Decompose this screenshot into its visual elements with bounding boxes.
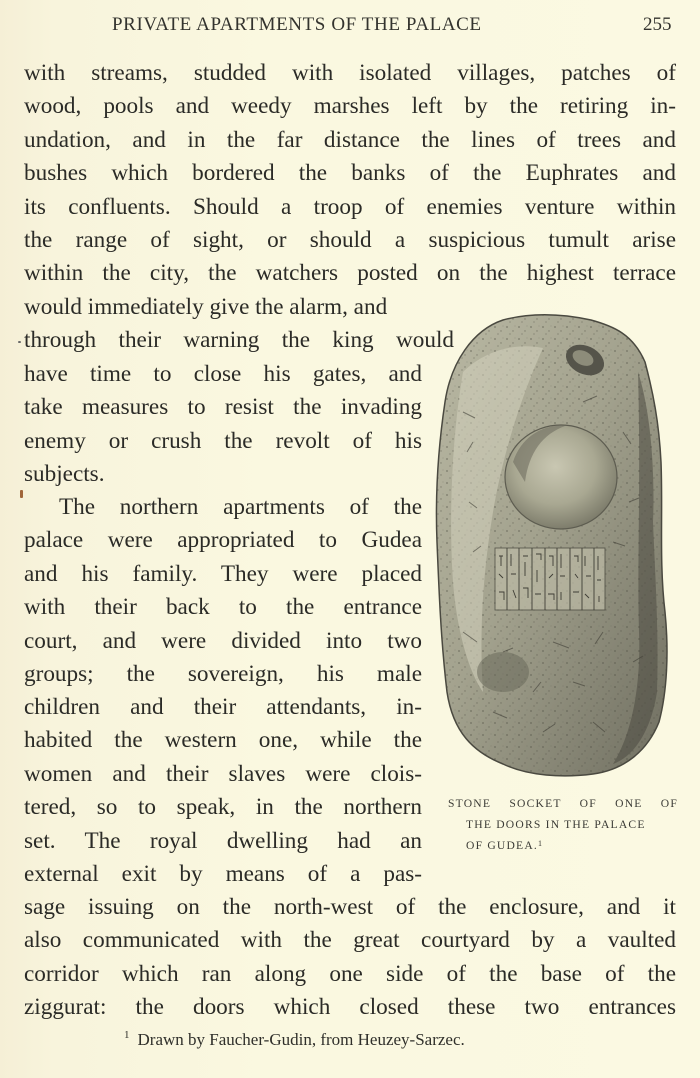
body-line: with their back to the entrance <box>24 594 422 620</box>
page-mark <box>20 490 23 498</box>
running-head <box>0 14 700 42</box>
stone-socket-illustration <box>433 312 673 782</box>
running-title: PRIVATE APARTMENTS OF THE PALACE <box>112 14 482 35</box>
body-line: palace were appropriated to Gudea <box>24 527 422 553</box>
body-line: children and their attendants, in- <box>24 694 422 720</box>
body-line: wood, pools and weedy marshes left by the retiring in- <box>24 93 676 119</box>
caption-line: STONE SOCKET OF ONE OF <box>448 797 678 810</box>
page-mark <box>18 341 21 343</box>
page-number: 255 <box>643 14 672 35</box>
body-line: through their warning the king would <box>24 327 454 353</box>
caption-line-text: OF GUDEA. <box>466 839 538 852</box>
body-line: ziggurat: the doors which closed these two entrances <box>24 994 676 1020</box>
body-line: take measures to resist the invading <box>24 394 422 420</box>
body-line: subjects. <box>24 461 105 487</box>
body-line: court, and were divided into two <box>24 628 422 654</box>
body-line: sage issuing on the north-west of the enclosure, and it <box>24 894 676 920</box>
caption-line <box>448 835 683 856</box>
body-line: set. The royal dwelling had an <box>24 828 422 854</box>
stone-socket-drawing <box>433 312 673 782</box>
body-line: corridor which ran along one side of the base of the <box>24 961 676 987</box>
body-line: also communicated with the great courtyard by a vaulted <box>24 927 676 953</box>
paragraph-start-line: The northern apartments of the <box>59 494 422 520</box>
body-line: enemy or crush the revolt of his <box>24 428 422 454</box>
body-line: its confluents. Should a troop of enemies venture within <box>24 194 676 220</box>
figure-caption <box>448 793 683 856</box>
body-line: undation, and in the far distance the lines of trees and <box>24 127 676 153</box>
body-line: would immediately give the alarm, and <box>24 294 388 320</box>
cuneiform-inscription <box>495 548 605 610</box>
body-line: tered, so to speak, in the northern <box>24 794 422 820</box>
footnote <box>124 1030 465 1050</box>
body-line: the range of sight, or should a suspicious tumult arise <box>24 227 676 253</box>
body-line: bushes which bordered the banks of the Euphrates and <box>24 160 676 186</box>
body-line: external exit by means of a pas- <box>24 861 422 887</box>
footnote-marker: 1 <box>124 1029 130 1041</box>
body-line: with streams, studded with isolated villages, patches of <box>24 60 676 86</box>
caption-line: THE DOORS IN THE PALACE <box>466 818 646 831</box>
body-line: and his family. They were placed <box>24 561 422 587</box>
body-line: have time to close his gates, and <box>24 361 422 387</box>
caption-footnote-marker: 1 <box>538 839 542 848</box>
body-line: groups; the sovereign, his male <box>24 661 422 687</box>
body-line: women and their slaves were clois- <box>24 761 422 787</box>
body-line: habited the western one, while the <box>24 727 422 753</box>
body-line: within the city, the watchers posted on the highest terrace <box>24 260 676 286</box>
footnote-text: Drawn by Faucher-Gudin, from Heuzey-Sarzec. <box>137 1030 465 1049</box>
